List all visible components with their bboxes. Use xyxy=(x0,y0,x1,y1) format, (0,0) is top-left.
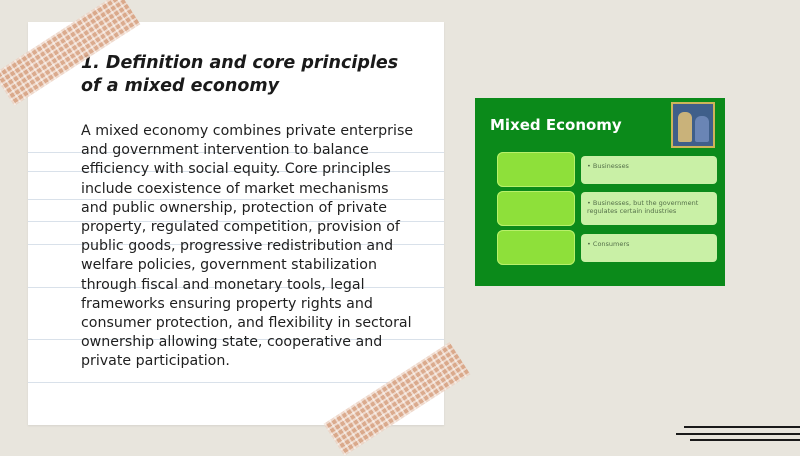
section-heading: 1. Definition and core principles of a mixed economy xyxy=(81,53,399,96)
slide-title: Mixed Economy xyxy=(490,116,622,134)
note-paper xyxy=(28,22,444,425)
definition-paragraph: A mixed economy combines private enterprise and government intervention to balance efficiency with social equity. Core principles include coexistence of market mechanisms and public ownership, protection of private property, regulated competition, provision of public goods, progressive redistribution and welfare policies, government stabilization through fiscal and monetary tools, legal frameworks ensuring property rights and consumer protection, and flexibility in sectoral ownership allowing state, cooperative and private participation. xyxy=(81,123,414,370)
decorative-line xyxy=(684,426,800,428)
slide-answer-box: • Businesses, but the government regulates certain industries xyxy=(581,192,717,225)
decorative-line xyxy=(690,439,800,441)
slide-answer-box: • Businesses xyxy=(581,156,717,184)
slide-question-box xyxy=(497,152,575,187)
slide-question-box xyxy=(497,230,575,265)
decorative-line xyxy=(676,433,800,435)
person-figure-icon xyxy=(695,116,709,142)
decorative-lines-icon xyxy=(676,424,800,444)
slide-answer-box: • Consumers xyxy=(581,234,717,262)
paper-rule-line xyxy=(28,382,444,383)
slide-illustration-icon xyxy=(671,102,715,148)
slide-question-box xyxy=(497,191,575,226)
person-figure-icon xyxy=(678,112,692,142)
mixed-economy-slide-image xyxy=(475,98,725,286)
